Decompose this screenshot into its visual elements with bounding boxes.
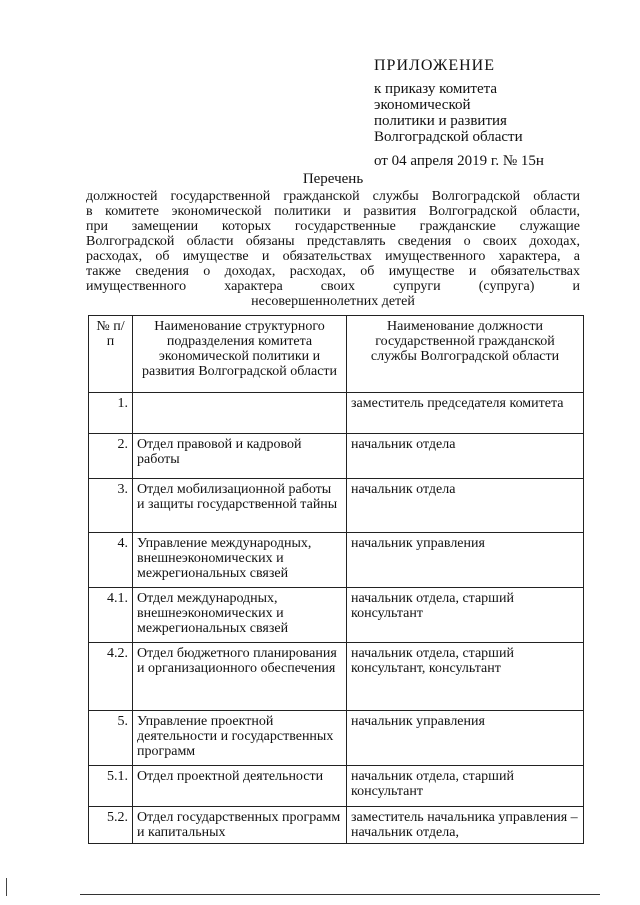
appendix-heading: ПРИЛОЖЕНИЕ	[374, 57, 496, 74]
table-row	[89, 766, 584, 807]
document-title: Перечень	[302, 171, 364, 187]
header-unit: Наименование структурного подразделения комитета экономической политики и развития Волгоградской области	[133, 316, 347, 393]
row-unit: Отдел международных, внешнеэкономических и межрегиональных связей	[133, 588, 347, 643]
row-unit: Отдел бюджетного планирования и организационного обеспечения	[133, 643, 347, 711]
subtitle-line: Волгоградской области обязаны представлять сведения о своих доходах,	[86, 234, 580, 249]
row-position: начальник отдела, старший консультант	[347, 588, 584, 643]
row-number: 4.	[89, 533, 133, 588]
table-row	[89, 533, 584, 588]
positions-table	[88, 315, 584, 844]
row-number: 2.	[89, 434, 133, 479]
row-unit: Отдел государственных программ и капитальных	[133, 807, 347, 844]
row-unit: Отдел правовой и кадровой работы	[133, 434, 347, 479]
row-unit: Управление проектной деятельности и государственных программ	[133, 711, 347, 766]
subtitle-line: при замещении которых государственные гражданские служащие	[86, 219, 580, 234]
table-row	[89, 434, 584, 479]
row-position: начальник отдела, старший консультант, консультант	[347, 643, 584, 711]
row-position: начальник управления	[347, 711, 584, 766]
table-header-row	[89, 316, 584, 393]
row-number: 3.	[89, 479, 133, 533]
table-row	[89, 479, 584, 533]
title-block	[86, 172, 580, 309]
row-unit: Отдел проектной деятельности	[133, 766, 347, 807]
table-row	[89, 588, 584, 643]
row-position: начальник отдела	[347, 434, 584, 479]
row-number: 5.	[89, 711, 133, 766]
subtitle-line: имущественного характера своих супруги (супруга) и	[86, 279, 580, 294]
header-number: № п/п	[89, 316, 133, 393]
row-unit: Управление международных, внешнеэкономических и межрегиональных связей	[133, 533, 347, 588]
appendix-line: к приказу комитета	[374, 81, 498, 97]
page-bottom-edge	[80, 894, 600, 895]
subtitle-line: расходах, об имуществе и обязательствах имущественного характера, а	[86, 249, 580, 264]
row-number: 5.1.	[89, 766, 133, 807]
subtitle-line: должностей государственной гражданской службы Волгоградской области	[86, 189, 580, 204]
row-number: 5.2.	[89, 807, 133, 844]
subtitle-line: в комитете экономической политики и развития Волгоградской области,	[86, 204, 580, 219]
appendix-line: Волгоградской области	[374, 129, 523, 145]
appendix-line: экономической	[374, 97, 471, 113]
appendix-date: от 04 апреля 2019 г. № 15н	[374, 153, 544, 169]
row-position: начальник отдела, старший консультант	[347, 766, 584, 807]
row-unit: Отдел мобилизационной работы и защиты государственной тайны	[133, 479, 347, 533]
row-position: заместитель начальника управления – начальник отдела,	[347, 807, 584, 844]
row-unit	[133, 393, 347, 434]
table-row	[89, 807, 584, 844]
row-number: 4.2.	[89, 643, 133, 711]
appendix-block	[374, 58, 574, 169]
appendix-line: политики и развития	[374, 113, 507, 129]
table-row	[89, 643, 584, 711]
table-row	[89, 393, 584, 434]
subtitle-line: несовершеннолетних детей	[251, 294, 415, 309]
row-position: заместитель председателя комитета	[347, 393, 584, 434]
row-position: начальник отдела	[347, 479, 584, 533]
table-body	[89, 393, 584, 844]
row-number: 1.	[89, 393, 133, 434]
header-position: Наименование должности государственной гражданской службы Волгоградской области	[347, 316, 584, 393]
subtitle-line: также сведения о доходах, расходах, об имуществе и обязательствах	[86, 264, 580, 279]
margin-mark	[6, 878, 7, 896]
row-number: 4.1.	[89, 588, 133, 643]
table-row	[89, 711, 584, 766]
row-position: начальник управления	[347, 533, 584, 588]
